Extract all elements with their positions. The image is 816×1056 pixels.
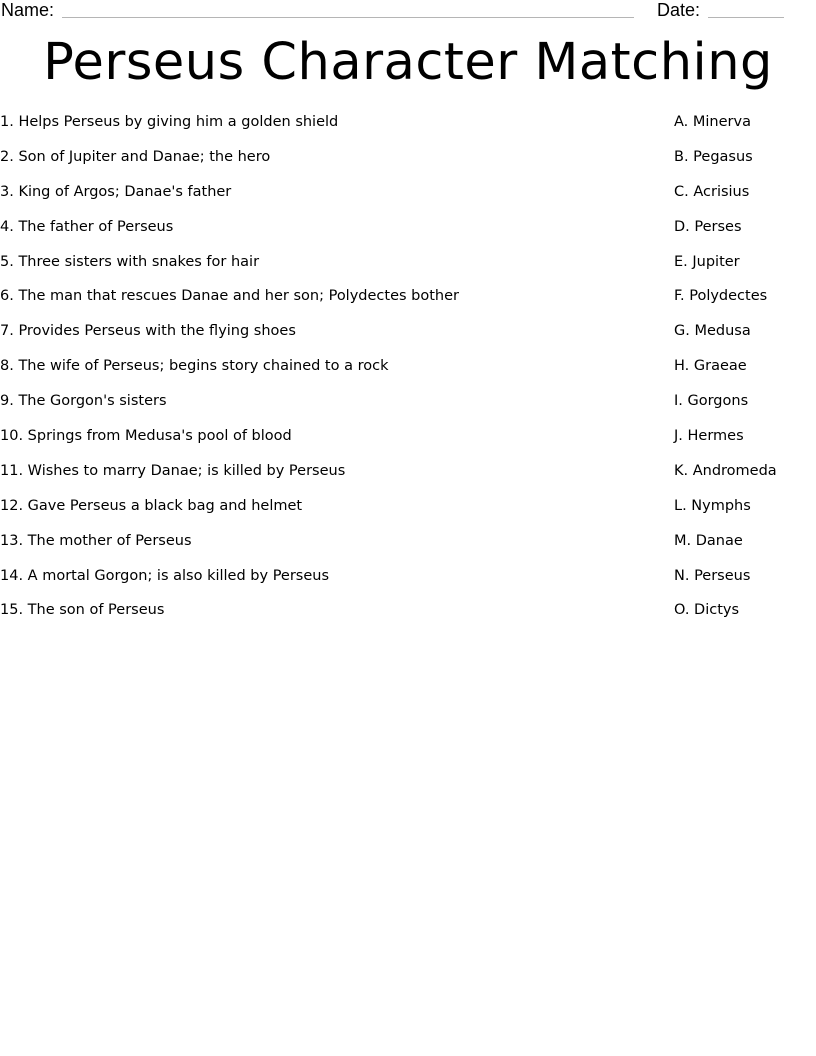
answer-list	[674, 112, 814, 635]
answer-item: A. Minerva	[674, 114, 751, 130]
answer-item: H. Graeae	[674, 358, 747, 375]
answer-item: I. Gorgons	[674, 393, 749, 410]
question-item: 12. Gave Perseus a black bag and helmet	[0, 497, 303, 514]
page-title: Perseus Character Matching	[43, 33, 773, 92]
answer-item: F. Polydectes	[674, 288, 768, 305]
question-item: 3. King of Argos; Danae's father	[0, 183, 232, 200]
name-label: Name:	[1, 0, 55, 20]
question-list	[0, 112, 640, 635]
answer-item: O. Dictys	[674, 602, 740, 619]
answer-item: K. Andromeda	[674, 462, 777, 479]
answer-item: E. Jupiter	[674, 253, 740, 270]
question-item: 15. The son of Perseus	[0, 602, 165, 619]
name-blank-line	[62, 17, 634, 18]
worksheet-header	[0, 0, 816, 24]
question-item: 5. Three sisters with snakes for hair	[0, 253, 260, 270]
question-item: 11. Wishes to marry Danae; is killed by Perseus	[0, 462, 346, 479]
question-item: 10. Springs from Medusa's pool of blood	[0, 428, 292, 445]
answer-item: D. Perses	[674, 218, 742, 235]
question-item: 1. Helps Perseus by giving him a golden shield	[0, 114, 339, 130]
question-item: 14. A mortal Gorgon; is also killed by Perseus	[0, 567, 330, 584]
answer-item: L. Nymphs	[674, 497, 751, 514]
question-item: 6. The man that rescues Danae and her son; Polydectes bother	[0, 288, 459, 305]
question-item: 7. Provides Perseus with the flying shoes	[0, 323, 296, 340]
date-label: Date:	[657, 0, 701, 20]
question-item: 13. The mother of Perseus	[0, 532, 192, 549]
answer-item: C. Acrisius	[674, 183, 750, 200]
question-item: 2. Son of Jupiter and Danae; the hero	[0, 148, 271, 165]
question-item: 4. The father of Perseus	[0, 218, 174, 235]
answer-item: J. Hermes	[674, 428, 744, 445]
answer-item: G. Medusa	[674, 323, 751, 340]
question-item: 8. The wife of Perseus; begins story chained to a rock	[0, 358, 389, 375]
question-item: 9. The Gorgon's sisters	[0, 393, 167, 410]
date-blank-line	[708, 17, 784, 18]
answer-item: M. Danae	[674, 532, 743, 549]
answer-item: B. Pegasus	[674, 148, 753, 165]
answer-item: N. Perseus	[674, 567, 751, 584]
